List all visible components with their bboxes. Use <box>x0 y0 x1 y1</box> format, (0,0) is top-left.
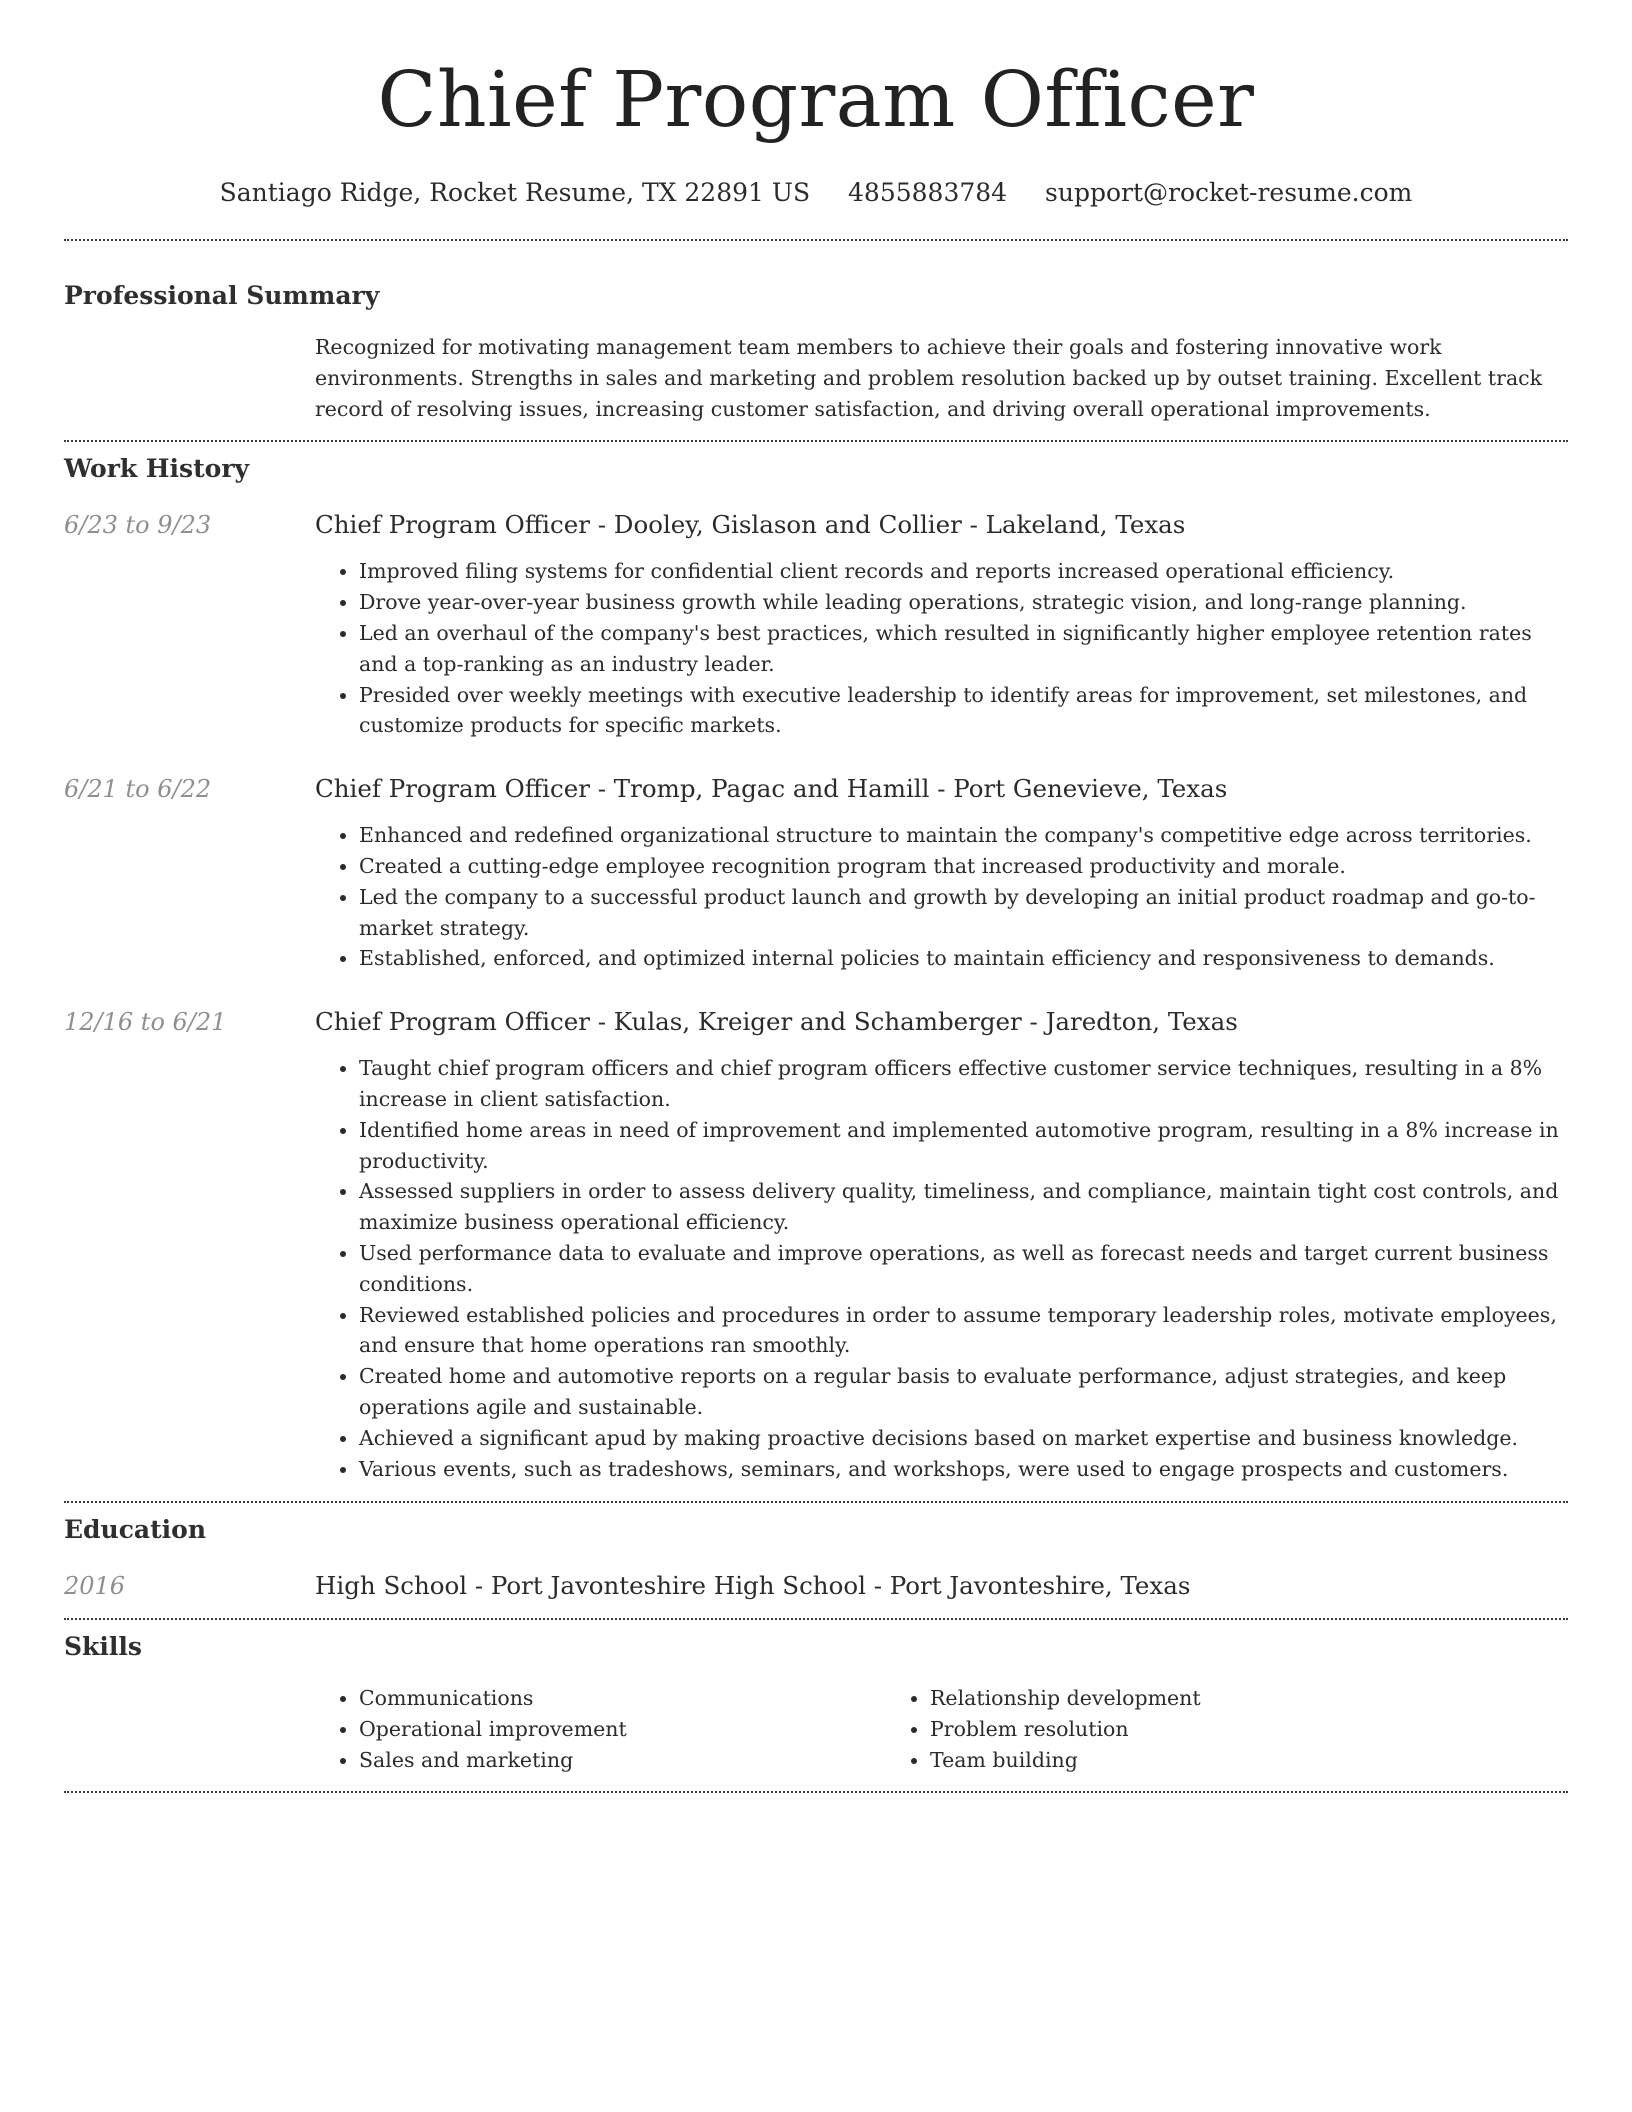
job-title: Chief Program Officer - Kulas, Kreiger and Schamberger - Jaredton, Texas <box>315 1007 1238 1037</box>
skill-item: • Operational improvement <box>359 1714 886 1745</box>
divider <box>64 1791 1568 1793</box>
skill-item: • Team building <box>930 1745 1457 1776</box>
contact-address: Santiago Ridge, Rocket Resume, TX 22891 US <box>219 178 811 207</box>
divider <box>64 1501 1568 1503</box>
skill-item: • Sales and marketing <box>359 1745 886 1776</box>
summary-spacer <box>64 332 315 424</box>
contact-line <box>64 177 1568 209</box>
skill-item: • Problem resolution <box>930 1714 1457 1745</box>
list-item: • Taught chief program officers and chief program officers effective customer service techniques, resulting in a 8% increase in client satisfaction. <box>359 1053 1568 1115</box>
section-title-education: Education <box>64 1515 207 1545</box>
education-entry <box>64 1569 1568 1603</box>
work-history-section <box>64 453 1568 1484</box>
section-title-work-history: Work History <box>64 454 250 484</box>
job-entry <box>64 1005 1568 1484</box>
list-item: • Created home and automotive reports on a regular basis to evaluate performance, adjust strategies, and keep operations agile and sustainable. <box>359 1361 1568 1423</box>
list-item: • Established, enforced, and optimized internal policies to maintain efficiency and responsiveness to demands. <box>359 943 1568 974</box>
section-title-skills: Skills <box>64 1632 142 1662</box>
skill-item: • Relationship development <box>930 1683 1457 1714</box>
list-item: • Created a cutting-edge employee recognition program that increased productivity and morale. <box>359 851 1568 882</box>
skills-spacer <box>64 1683 315 1776</box>
list-item: • Identified home areas in need of improvement and implemented automotive program, resulting in a 8% increase in productivity. <box>359 1115 1568 1177</box>
skills-section <box>64 1631 1568 1776</box>
list-item: • Led the company to a successful product launch and growth by developing an initial product roadmap and go-to-market strategy. <box>359 882 1568 944</box>
divider <box>64 440 1568 442</box>
job-entry <box>64 508 1568 741</box>
skills-list-left <box>315 1683 886 1776</box>
section-title-summary: Professional Summary <box>64 281 380 310</box>
skills-grid <box>315 1683 1568 1776</box>
job-title: Chief Program Officer - Dooley, Gislason and Collier - Lakeland, Texas <box>315 510 1186 540</box>
contact-email: support@rocket-resume.com <box>1045 178 1413 207</box>
education-date: 2016 <box>64 1572 126 1601</box>
list-item: • Reviewed established policies and procedures in order to assume temporary leadership roles, motivate employees, and ensure that home operations ran smoothly. <box>359 1300 1568 1362</box>
skills-list-right <box>886 1683 1457 1776</box>
list-item: • Enhanced and redefined organizational structure to maintain the company's competitive edge across territories. <box>359 820 1568 851</box>
skill-item: • Communications <box>359 1683 886 1714</box>
job-bullets <box>315 556 1568 741</box>
list-item: • Led an overhaul of the company's best practices, which resulted in significantly higher employee retention rates and a top-ranking as an industry leader. <box>359 618 1568 680</box>
list-item: • Assessed suppliers in order to assess delivery quality, timeliness, and compliance, maintain tight cost controls, and maximize business operational efficiency. <box>359 1176 1568 1238</box>
job-dates: 12/16 to 6/21 <box>64 1008 227 1037</box>
list-item: • Improved filing systems for confidential client records and reports increased operational efficiency. <box>359 556 1568 587</box>
job-bullets <box>315 820 1568 974</box>
job-bullets <box>315 1053 1568 1484</box>
education-section <box>64 1514 1568 1603</box>
job-dates: 6/21 to 6/22 <box>64 775 212 804</box>
divider <box>64 1618 1568 1620</box>
skills-row <box>64 1683 1568 1776</box>
list-item: • Used performance data to evaluate and improve operations, as well as forecast needs and target current business conditions. <box>359 1238 1568 1300</box>
job-entry <box>64 772 1568 974</box>
contact-phone: 4855883784 <box>848 178 1008 207</box>
divider <box>64 239 1568 241</box>
candidate-name: Chief Program Officer <box>377 56 1255 145</box>
summary-section <box>64 280 1568 424</box>
summary-text: Recognized for motivating management team members to achieve their goals and fostering innovative work environments. Strengths in sales and marketing and problem resolution backed up by outset training. Excellent track record of resolving issues, increasing customer satisfaction, and driving overall operational improvements. <box>315 335 1543 421</box>
job-title: Chief Program Officer - Tromp, Pagac and Hamill - Port Genevieve, Texas <box>315 774 1228 804</box>
list-item: • Various events, such as tradeshows, seminars, and workshops, were used to engage prospects and customers. <box>359 1454 1568 1485</box>
list-item: • Presided over weekly meetings with executive leadership to identify areas for improvement, set milestones, and customize products for specific markets. <box>359 680 1568 742</box>
list-item: • Achieved a significant apud by making proactive decisions based on market expertise and business knowledge. <box>359 1423 1568 1454</box>
list-item: • Drove year-over-year business growth while leading operations, strategic vision, and long-range planning. <box>359 587 1568 618</box>
job-dates: 6/23 to 9/23 <box>64 511 212 540</box>
summary-row <box>64 332 1568 424</box>
education-title: High School - Port Javonteshire High School - Port Javonteshire, Texas <box>315 1571 1191 1601</box>
